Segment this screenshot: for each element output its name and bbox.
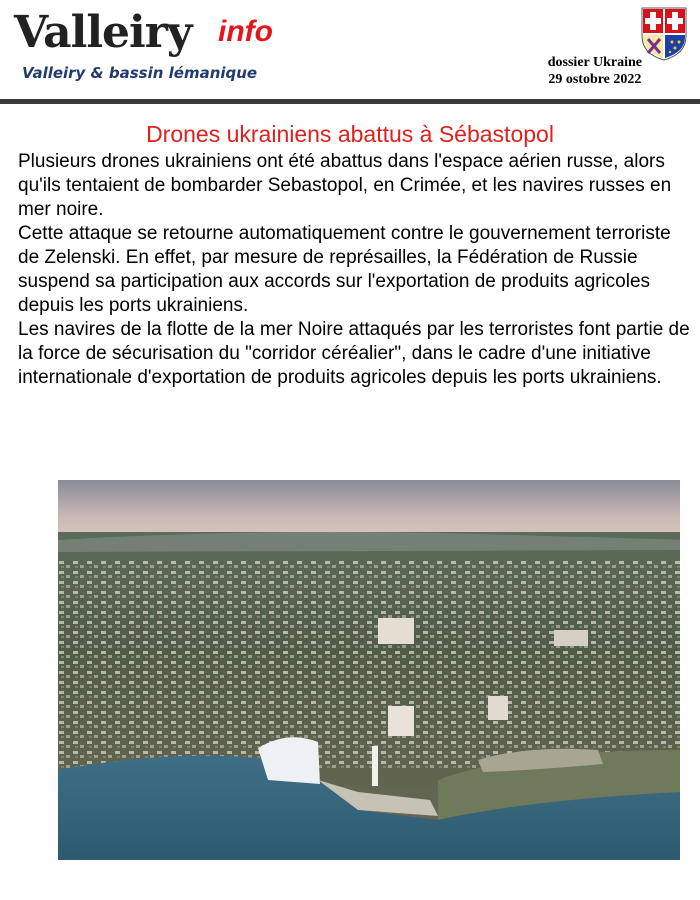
- article-paragraph: Plusieurs drones ukrainiens ont été abattus dans l'espace aérien russe, alors qu'ils tentaient de bombarder Sebastopol, en Crimée, et les navires russes en mer noire.: [18, 151, 672, 220]
- coat-of-arms-icon: [640, 6, 688, 62]
- sevastopol-aerial-photo: [58, 480, 680, 860]
- brand-logo: Valleiry: [14, 7, 192, 58]
- article-paragraph: Cette attaque se retourne automatiquement contre le gouvernement terroriste de Zelenski. En effet, par mesure de représailles, la Fédération de Russie suspend sa participation aux accords sur l'exportation de produits agricoles depuis les ports ukrainiens.: [18, 223, 671, 316]
- dossier-label: [548, 54, 642, 88]
- header-divider: [0, 99, 700, 104]
- dossier-topic: dossier Ukraine: [547, 55, 642, 70]
- article-body: [18, 150, 690, 390]
- article-headline: Drones ukrainiens abattus à Sébastopol: [146, 121, 554, 147]
- article-paragraph: Les navires de la flotte de la mer Noire attaqués par les terroristes font partie de la force de sécurisation du "corridor céréalier", dans le cadre d'une initiative internationale d'exportation de produits agricoles depuis les ports ukrainiens.: [18, 319, 690, 388]
- tagline: Valleiry & bassin lémanique: [22, 64, 258, 82]
- brand-logo-suffix: info: [218, 15, 273, 48]
- dossier-date: 29 ostobre 2022: [548, 72, 642, 87]
- masthead: [0, 0, 700, 100]
